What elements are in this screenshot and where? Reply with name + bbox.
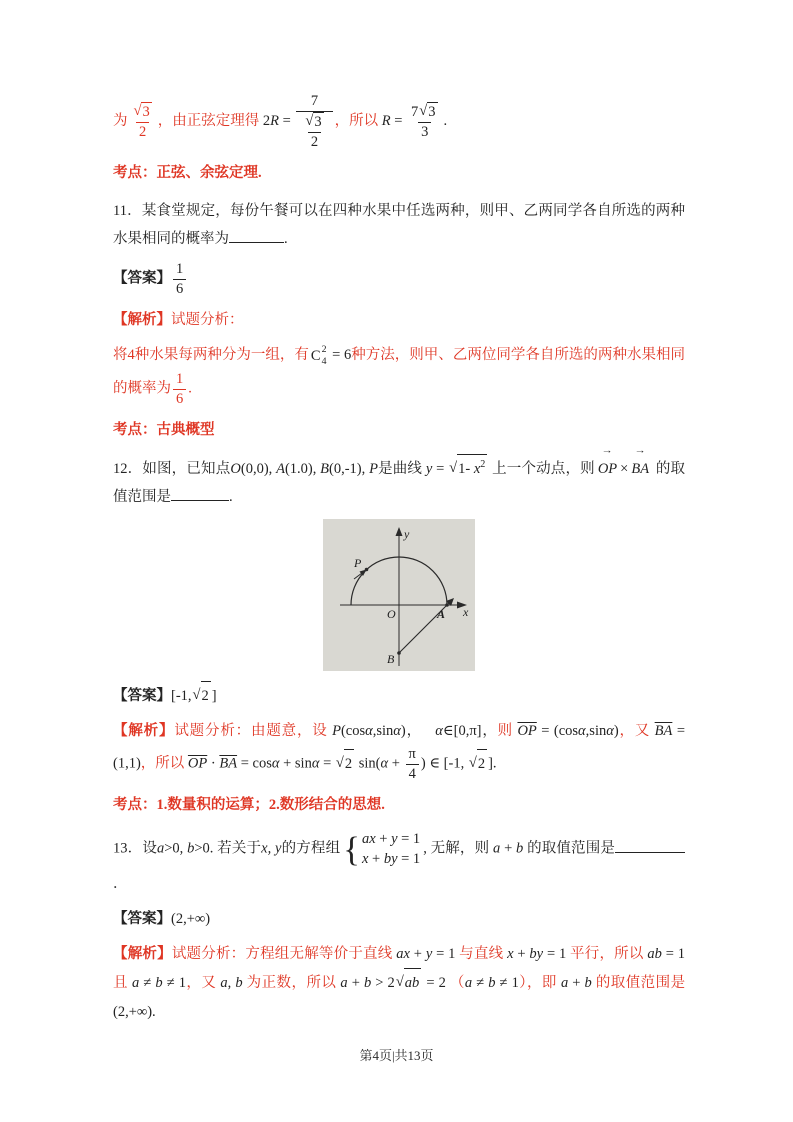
answer-13: 【答案】(2,+∞) (113, 910, 211, 927)
page-footer (0, 1045, 793, 1064)
point-A (445, 603, 449, 607)
point-B (397, 651, 401, 655)
analysis-11: 将4种水果每两种分为一组，有 C 2 4 = 6种方法，则甲、乙两位同学各自所选的两种水果相同的概率为 $\frac{1}{6}$ . (113, 344, 685, 407)
analysis-12: 【解析】试题分析：由题意，设 P(cosα,sinα)， α∈[0,π]，则 $\overline{OP} = (\cos\alpha,\sin\alpha)$，又 $\overline{BA} = (1,1)$，所以 $\overline{OP} \cdot \overline{BA} = \cos\alpha + \sin\alpha = √2$ sin(α + $\frac{\pi}{4}$ ) ∈ [-1, √2 ]. (113, 722, 685, 782)
coordinate-figure (323, 519, 475, 671)
question-12: 12．如图，已知点O(0,0), A(1.0), B(0,-1), P是曲线 y = √1- $x^2$ 上一个动点，则 → OP × → BA 的取值范围是 . (113, 445, 686, 506)
answer-11: 【答案】 $\frac{1}{6}$ (113, 260, 685, 299)
knowledge-point-11: 考点：古典概型 (113, 421, 215, 438)
figure-label-y: y (404, 526, 410, 541)
figure-question-12 (323, 519, 475, 671)
knowledge-point-10: 考点：正弦、余弦定理. (113, 164, 262, 181)
figure-label-P: P (354, 555, 362, 570)
figure-label-x: x (463, 604, 469, 619)
analysis-11-header: 【解析】试题分析： (113, 312, 244, 329)
answer-12: 【答案】[-1,√2 ] (113, 681, 685, 710)
figure-label-A: A (437, 606, 446, 621)
page-number: 第4页|共13页 (359, 1048, 434, 1063)
solution-10-continuation: 为 $\frac{√3}{2}$ ，由正弦定理得 2R = $\frac{7}{\frac{√3}{2}}$ ，所以 R = $\frac{7√3}{3}$ . (113, 93, 448, 150)
question-13: 13．设a>0, b>0. 若关于x, y的方程组 { ax + y = 1 x + by = 1 , 无解，则 a + b 的取值范围是． (113, 829, 685, 898)
knowledge-point-12: 考点：1.数量积的运算；2.数形结合的思想. (113, 796, 385, 813)
question-11: 11．某食堂规定，每份午餐可以在四种水果中任选两种，则甲、乙两同学各自所选的两种水果相同的概率为 . (113, 202, 685, 248)
figure-label-B: B (387, 651, 395, 666)
analysis-13: 【解析】试题分析：方程组无解等价于直线 ax + y = 1 与直线 x + by = 1 平行，所以 ab = 1 且 a ≠ b ≠ 1，又 a, b 为正数，所以 a + b > 2√ab = 2 （a ≠ b ≠ 1），即 a + b 的取值范围是 (2,+∞). (113, 946, 686, 1020)
figure-label-O: O (387, 606, 396, 621)
